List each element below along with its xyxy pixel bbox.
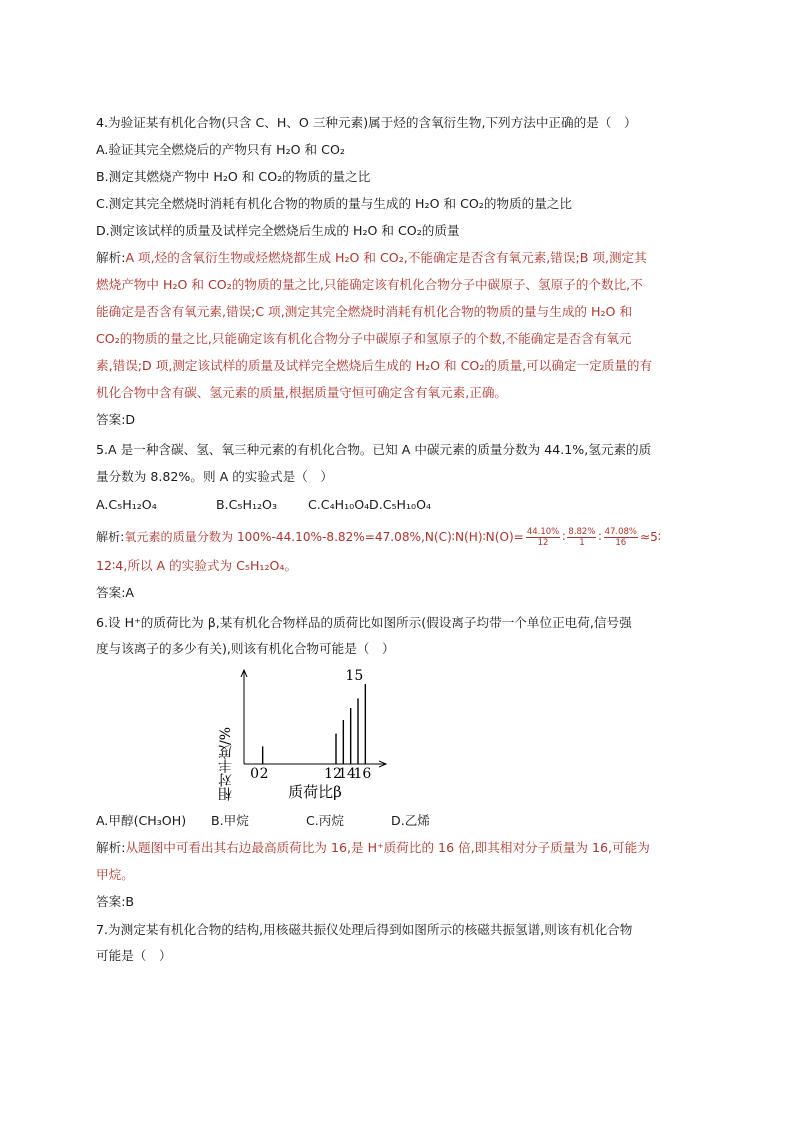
- q4-option-c: C.测定其完全燃烧时消耗有机化合物的物质的量与生成的 H₂O 和 CO₂的物质的量之比: [96, 196, 572, 211]
- q4-analysis-text: 机化合物中含有碳、氢元素的质量,根据质量守恒可确定含有氧元素,正确。: [96, 385, 508, 400]
- x-tick-label: 0: [250, 766, 260, 782]
- q5-analysis-prefix: 解析:: [96, 530, 125, 544]
- q6-analysis-text: 甲烷。: [96, 867, 134, 882]
- q6-analysis-prefix: 解析:: [96, 840, 126, 855]
- mass-spectrum-svg: [214, 666, 394, 806]
- q4-analysis-text: 燃烧产物中 H₂O 和 CO₂的物质的量之比,只能确定该有机化合物分子中碳原子、氢原子的个数比,不: [96, 277, 643, 292]
- q5-option-c: C.C₄H₁₀O₄: [308, 497, 370, 512]
- q6-answer: 答案:B: [96, 894, 135, 909]
- q5-option-b: B.C₅H₁₂O₃: [216, 497, 278, 512]
- q6-option-c: C.丙烷: [306, 813, 344, 828]
- q5-fraction: [526, 527, 560, 548]
- q5-answer: 答案:A: [96, 585, 135, 600]
- ratio-separator: ∶: [562, 530, 566, 544]
- ratio-separator: ∶: [598, 530, 602, 544]
- fraction-numerator: 8.82%: [568, 527, 596, 537]
- fraction-denominator: 1: [579, 538, 585, 548]
- q5-analysis-text: 12∶4,所以 A 的实验式为 C₅H₁₂O₄。: [96, 558, 298, 573]
- q6-stem: 度与该离子的多少有关),则该有机化合物可能是（ ）: [96, 641, 395, 656]
- ratio-approx: ≈5∶: [640, 530, 661, 544]
- q7-stem: 可能是（ ）: [96, 948, 172, 963]
- q6-option-b: B.甲烷: [211, 813, 249, 828]
- q5-option-a: A.C₅H₁₂O₄: [96, 497, 157, 512]
- x-tick-label: 16: [353, 766, 372, 782]
- y-axis-label: 相对丰度/%: [218, 726, 234, 802]
- q6-option-a: A.甲醇(CH₃OH): [96, 813, 187, 828]
- q4-analysis-line: [96, 249, 647, 267]
- fraction-numerator: 44.10%: [526, 527, 560, 537]
- q5-fraction: [567, 527, 596, 548]
- q6-analysis-text: 从题图中可看出其右边最高质荷比为 16,是 H⁺质荷比的 16 倍,即其相对分子质量为 16,可能为: [125, 840, 650, 855]
- mass-spectrum-chart: [214, 666, 394, 806]
- q5-fraction: [604, 527, 638, 548]
- q4-analysis-text: 素,错误;D 项,测定该试样的质量及试样完全燃烧后生成的 H₂O 和 CO₂的质量,可以确定一定质量的有: [96, 358, 653, 373]
- q4-analysis-prefix: 解析:: [96, 250, 126, 265]
- q4-option-d: D.测定该试样的质量及试样完全燃烧后生成的 H₂O 和 CO₂的质量: [96, 223, 460, 238]
- fraction-numerator: 47.08%: [604, 527, 637, 537]
- q4-analysis-text: A 项,烃的含氧衍生物或烃燃烧都生成 H₂O 和 CO₂,不能确定是否含有氧元素,错误;B 项,测定其: [125, 250, 647, 265]
- q5-stem: 量分数为 8.82%。则 A 的实验式是（ ）: [96, 469, 333, 484]
- q5-analysis-text: 氧元素的质量分数为 100%-44.10%-8.82%=47.08%,N(C)∶N(H)∶N(O)=: [124, 530, 524, 544]
- q5-stem: 5.A 是一种含碳、氢、氧三种元素的有机化合物。已知 A 中碳元素的质量分数为 44.1%,氢元素的质: [96, 442, 652, 457]
- x-axis-label: 质荷比β: [288, 783, 342, 801]
- q6-analysis-line: [96, 839, 650, 857]
- q4-analysis-text: CO₂的物质的量之比,只能确定该有机化合物分子中碳原子和氢原子的个数,不能确定是否含有氧元: [96, 331, 632, 346]
- q4-option-a: A.验证其完全燃烧后的产物只有 H₂O 和 CO₂: [96, 142, 345, 157]
- q4-answer: 答案:D: [96, 412, 136, 427]
- q4-option-b: B.测定其燃烧产物中 H₂O 和 CO₂的物质的量之比: [96, 169, 371, 184]
- q5-options: [96, 496, 496, 514]
- x-tick-label: 2: [259, 766, 269, 782]
- x-tick-label: 14: [338, 766, 356, 782]
- q5-analysis-line: [96, 527, 661, 548]
- q6-option-d: D.乙烯: [391, 813, 430, 828]
- q6-stem: 6.设 H⁺的质荷比为 β,某有机化合物样品的质荷比如图所示(假设离子均带一个单位正电荷,信号强: [96, 615, 632, 630]
- q4-stem: 4.为验证某有机化合物(只含 C、H、O 三种元素)属于烃的含氧衍生物,下列方法中正确的是（ ）: [96, 115, 637, 130]
- x-tick-label: 12: [324, 766, 342, 782]
- fraction-denominator: 16: [615, 538, 627, 548]
- peak-label: 15: [345, 668, 364, 684]
- q7-stem: 7.为测定某有机化合物的结构,用核磁共振仪处理后得到如图所示的核磁共振氢谱,则该有机化合物: [96, 922, 633, 937]
- q5-option-d: D.C₅H₁₀O₄: [369, 497, 432, 512]
- fraction-denominator: 12: [537, 538, 549, 548]
- q4-analysis-text: 能确定是否含有氧元素,错误;C 项,测定其完全燃烧时消耗有机化合物的物质的量与生成的 H₂O 和: [96, 304, 633, 319]
- q6-options: [96, 812, 496, 830]
